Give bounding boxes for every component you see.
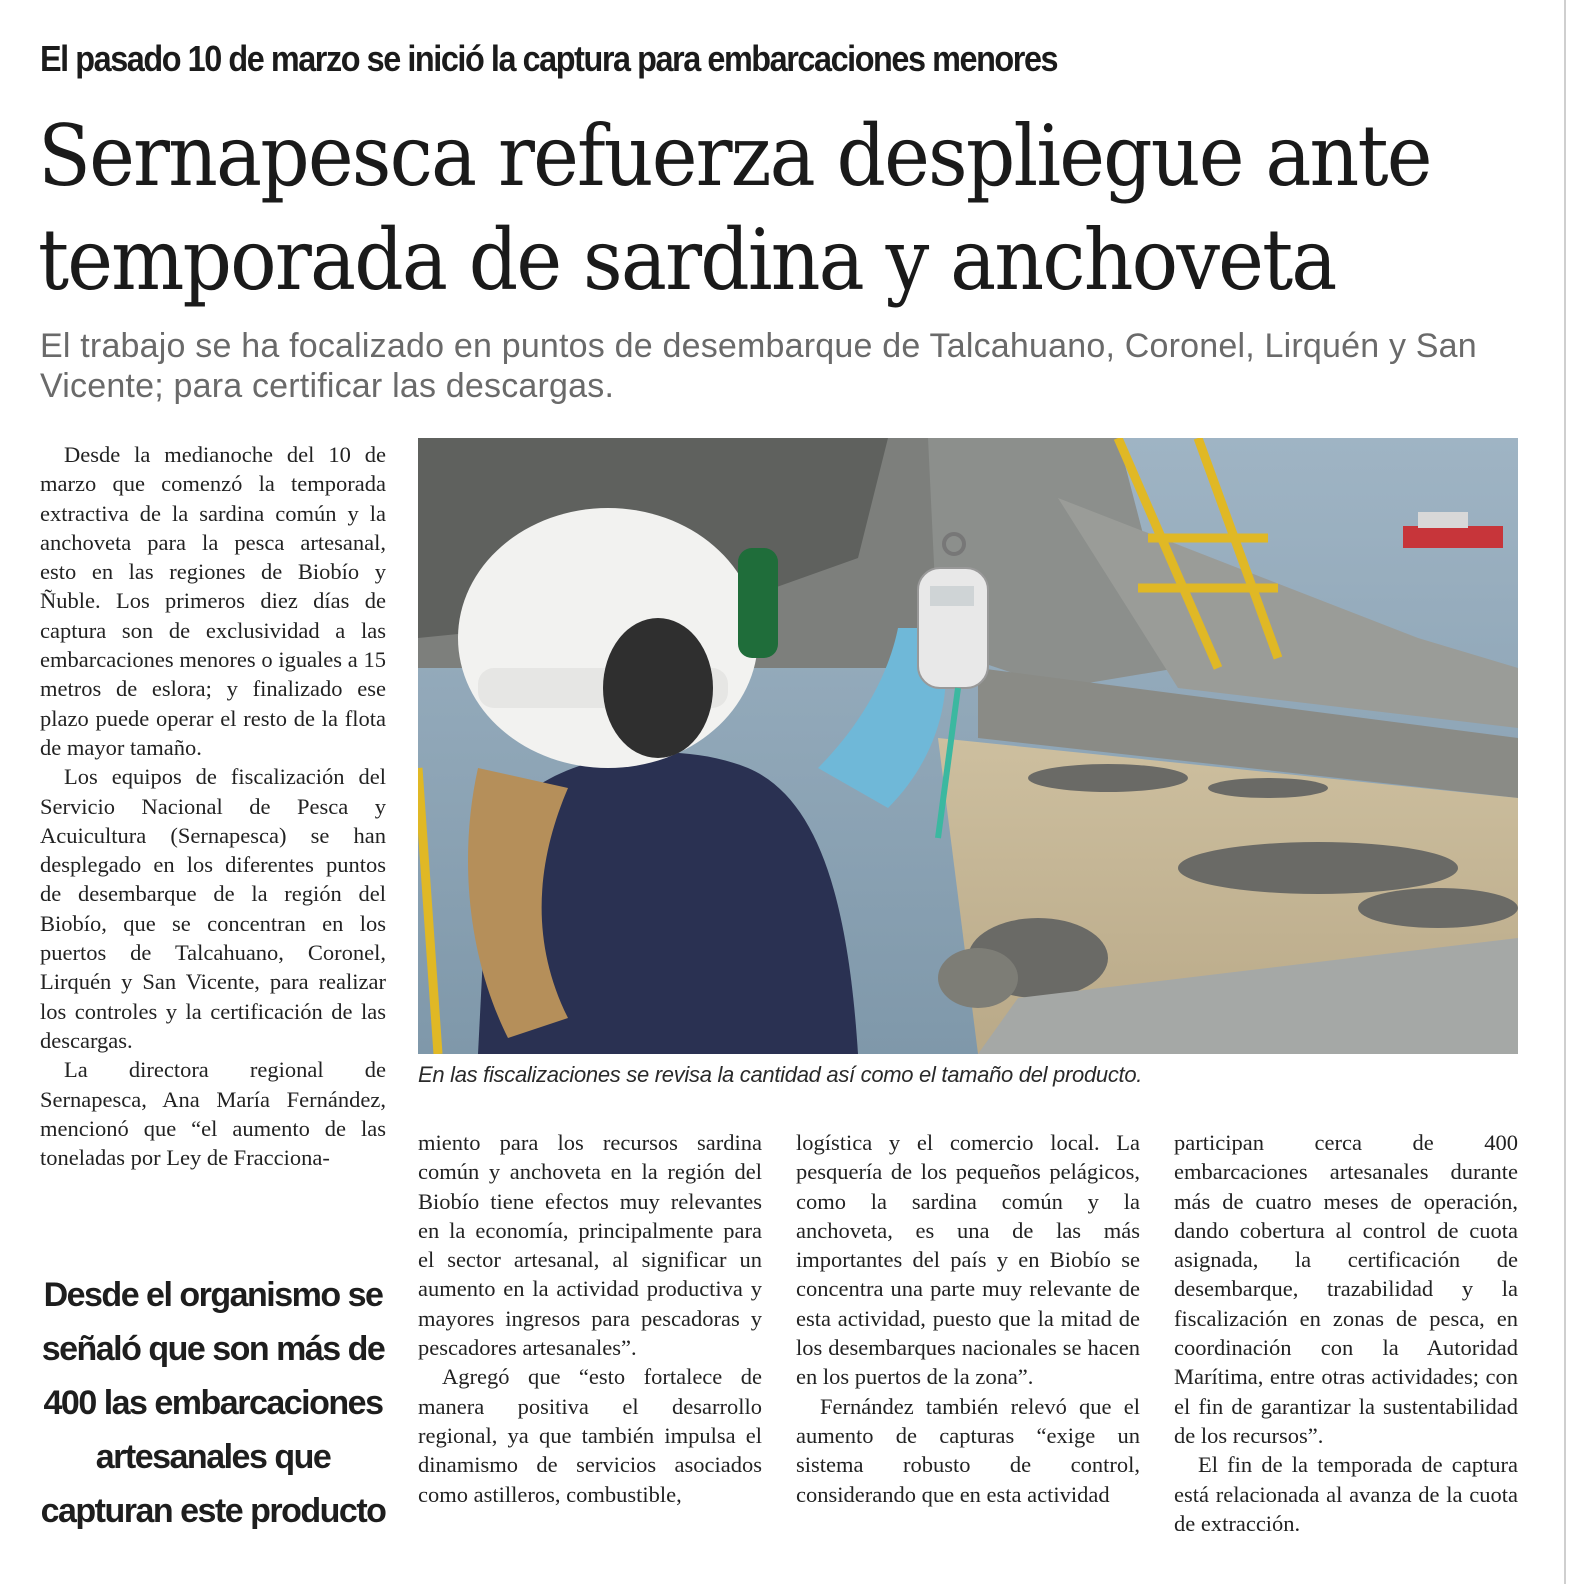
col4-paragraph-2: El fin de la temporada de captura está relacionada al avanza de la cuota de extracción.: [1174, 1452, 1518, 1536]
body-column-2: [418, 1128, 762, 1509]
pull-quote: Desde el organismo se señaló que son más de 400 las embarcaciones artesanales que capturan este producto: [40, 1276, 386, 1530]
kicker: El pasado 10 de marzo se inició la captura para embarcaciones menores: [40, 38, 1058, 79]
body-column-4: [1174, 1128, 1518, 1538]
col3-paragraph-1: logística y el comercio local. La pesquería de los pequeños pelágicos, como la sardina común y la anchoveta, es una de las más importantes del país y en Biobío se concentra una parte muy relevante de esta actividad, puesto que la mitad de los desembarques nacionales se hacen en los puertos de la zona”.: [796, 1130, 1140, 1390]
col1-paragraph-3: La directora regional de Sernapesca, Ana María Fernández, mencionó que “el aumento de las toneladas por Ley de Fracciona-: [40, 1057, 386, 1171]
page-edge-line: [1564, 0, 1566, 1584]
headline: [38, 104, 1431, 312]
deck-subtitle: El trabajo se ha focalizado en puntos de desembarque de Talcahuano, Coronel, Lirquén y San Vicente; para certificar las descargas.: [40, 327, 1477, 405]
headline-line-1: Sernapesca refuerza despliegue ante: [38, 107, 1431, 205]
body-column-3: [796, 1128, 1140, 1509]
col1-paragraph-1: Desde la medianoche del 10 de marzo que comenzó la temporada extractiva de la sardina común y la anchoveta para la pesca artesanal, esto en las regiones de Biobío y Ñuble. Los primeros diez días de captura son de exclusividad a las embarcaciones menores o iguales a 15 metros de eslora; y finalizado ese plazo puede operar el resto de la flota de mayor tamaño.: [40, 442, 386, 760]
headline-line-2: temporada de sardina y anchoveta: [38, 211, 1336, 309]
col1-paragraph-2: Los equipos de fiscalización del Servicio Nacional de Pesca y Acuicultura (Sernapesca) se han desplegado en los diferentes puntos de desembarque de la región del Biobío, que se concentran en los puertos de Talcahuano, Coronel, Lirquén y San Vicente, para realizar los controles y la certificación de las descargas.: [40, 764, 386, 1053]
photo-caption: En las fiscalizaciones se revisa la cantidad así como el tamaño del producto.: [418, 1062, 1143, 1087]
col2-paragraph-1: miento para los recursos sardina común y anchoveta en la región del Biobío tiene efectos muy relevantes en la economía, principalmente para el sector artesanal, al significar un aumento en la actividad productiva y mayores ingresos para pescadoras y pescadores artesanales”.: [418, 1130, 762, 1361]
col2-paragraph-2: Agregó que “esto fortalece de manera positiva el desarrollo regional, ya que también impulsa el dinamismo de servicios asociados como astilleros, combustible,: [418, 1364, 762, 1507]
col3-paragraph-2: Fernández también relevó que el aumento de capturas “exige un sistema robusto de control, considerando que en esta actividad: [796, 1393, 1140, 1507]
article-photo: [418, 438, 1518, 1054]
photo-illustration: [418, 438, 1518, 1054]
body-column-1: [40, 440, 386, 1172]
col4-paragraph-1: participan cerca de 400 embarcaciones artesanales durante más de cuatro meses de operación, dando cobertura al control de cuota asignada, la certificación de desembarque, trazabilidad y la fiscalización en zonas de pesca, en coordinación con la Autoridad Marítima, entre otras actividades; con el fin de garantizar la sustentabilidad de los recursos”.: [1174, 1130, 1518, 1448]
